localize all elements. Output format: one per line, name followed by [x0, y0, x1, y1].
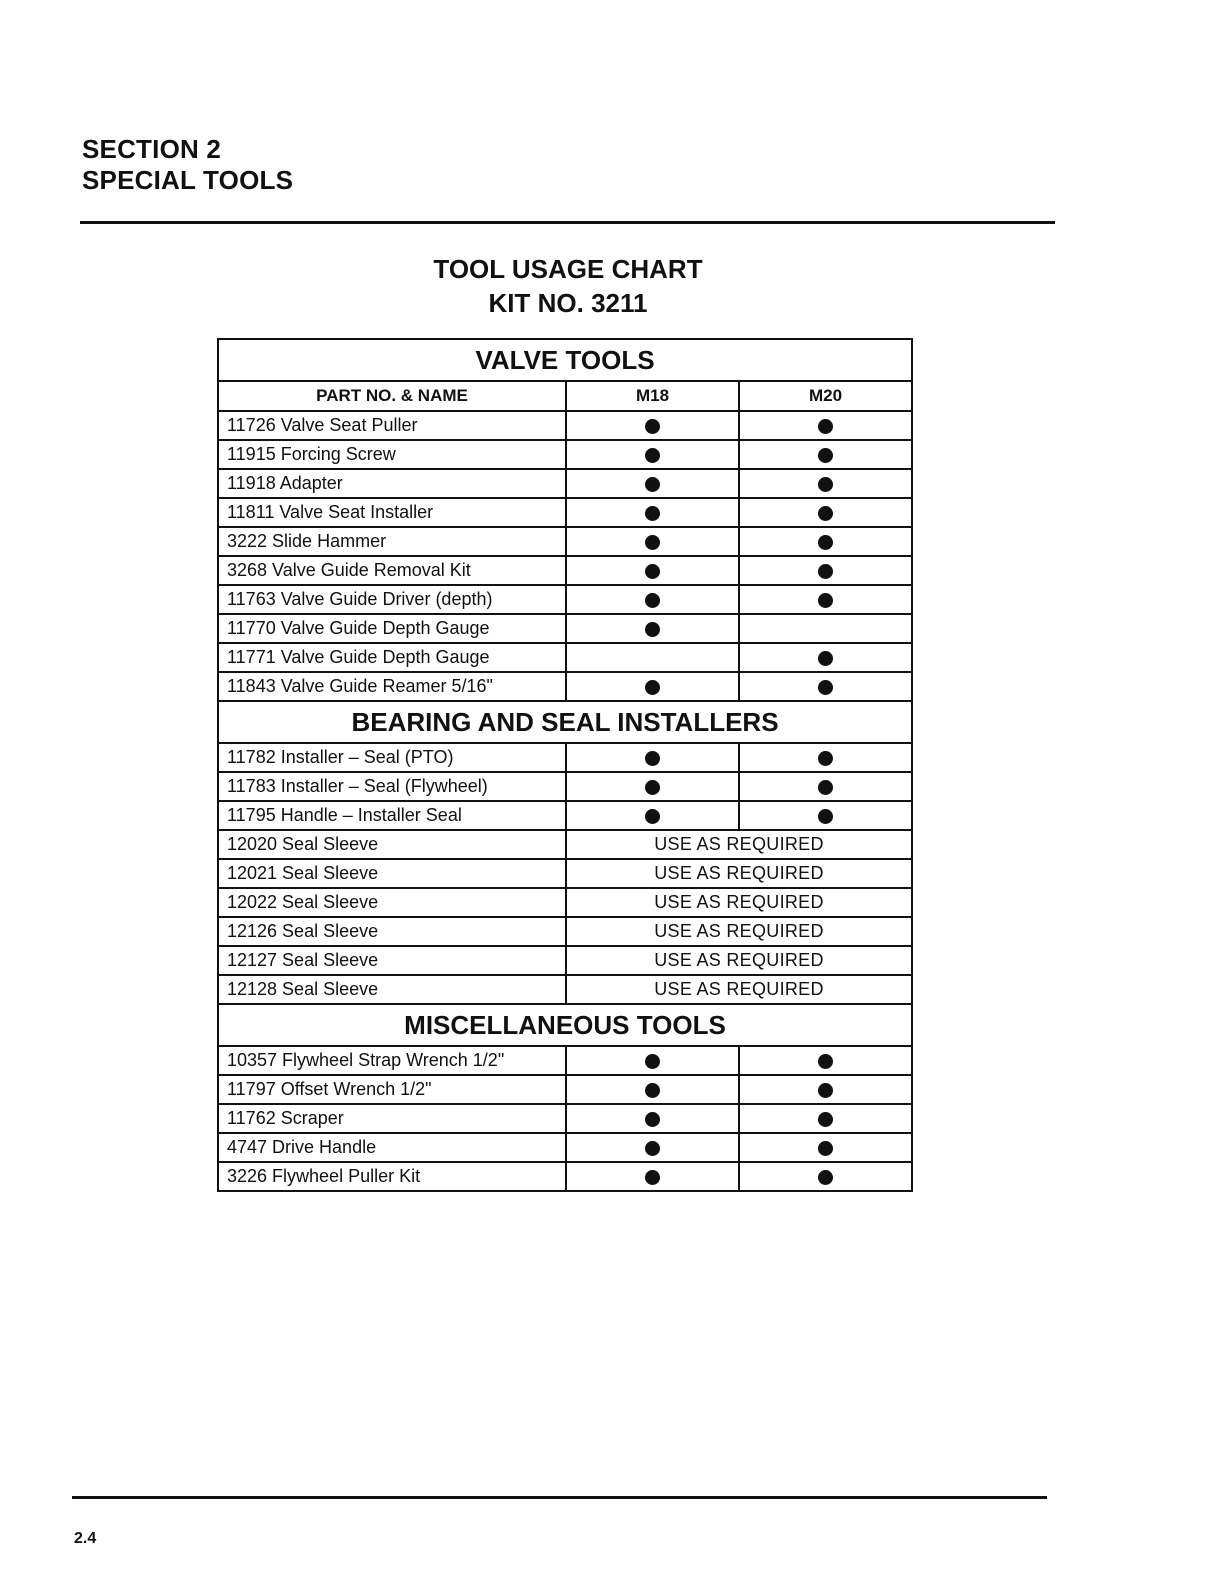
- m20-cell: [739, 772, 912, 801]
- table-row: [218, 527, 912, 556]
- bullet-dot-icon: [645, 622, 660, 637]
- bullet-dot-icon: [645, 593, 660, 608]
- bullet-dot-icon: [818, 651, 833, 666]
- section-header-row: [218, 339, 912, 381]
- section-title: SPECIAL TOOLS: [82, 165, 294, 195]
- part-name: 12021 Seal Sleeve: [218, 859, 566, 888]
- table-row: [218, 946, 912, 975]
- m18-cell: [566, 1162, 739, 1191]
- bullet-dot-icon: [818, 780, 833, 795]
- usage-note: USE AS REQUIRED: [566, 975, 912, 1004]
- m18-cell: [566, 1133, 739, 1162]
- bullet-dot-icon: [645, 506, 660, 521]
- m18-cell: [566, 585, 739, 614]
- m20-cell: [739, 440, 912, 469]
- m18-cell: [566, 801, 739, 830]
- table-row: [218, 440, 912, 469]
- bullet-dot-icon: [818, 448, 833, 463]
- part-name: 12020 Seal Sleeve: [218, 830, 566, 859]
- m20-cell: [739, 1162, 912, 1191]
- m20-cell: [739, 556, 912, 585]
- part-name: 3268 Valve Guide Removal Kit: [218, 556, 566, 585]
- table-row: [218, 772, 912, 801]
- bullet-dot-icon: [645, 419, 660, 434]
- table-row: [218, 614, 912, 643]
- table-row: [218, 411, 912, 440]
- m20-cell: [739, 672, 912, 701]
- table-row: [218, 672, 912, 701]
- bullet-dot-icon: [645, 477, 660, 492]
- m20-cell: [739, 1133, 912, 1162]
- part-name: 11771 Valve Guide Depth Gauge: [218, 643, 566, 672]
- table-row: [218, 830, 912, 859]
- bullet-dot-icon: [645, 1141, 660, 1156]
- table-row: [218, 888, 912, 917]
- m20-cell: [739, 469, 912, 498]
- m18-cell: [566, 498, 739, 527]
- m18-cell: [566, 1075, 739, 1104]
- tool-usage-table: [217, 338, 913, 1192]
- bullet-dot-icon: [645, 680, 660, 695]
- bullet-dot-icon: [818, 535, 833, 550]
- bullet-dot-icon: [818, 506, 833, 521]
- m20-cell: [739, 643, 912, 672]
- bullet-dot-icon: [818, 1083, 833, 1098]
- bullet-dot-icon: [818, 1054, 833, 1069]
- usage-note: USE AS REQUIRED: [566, 888, 912, 917]
- table-row: [218, 917, 912, 946]
- m20-cell: [739, 585, 912, 614]
- m20-cell: [739, 743, 912, 772]
- column-header-row: [218, 381, 912, 411]
- part-name: 11811 Valve Seat Installer: [218, 498, 566, 527]
- bullet-dot-icon: [818, 593, 833, 608]
- m20-cell: [739, 801, 912, 830]
- part-name: 11782 Installer – Seal (PTO): [218, 743, 566, 772]
- part-name: 3222 Slide Hammer: [218, 527, 566, 556]
- part-name: 11797 Offset Wrench 1/2": [218, 1075, 566, 1104]
- bottom-divider: [72, 1496, 1047, 1499]
- m18-cell: [566, 672, 739, 701]
- section-number: SECTION 2: [82, 134, 222, 164]
- bullet-dot-icon: [818, 680, 833, 695]
- chart-heading: [368, 252, 768, 320]
- part-name: 11783 Installer – Seal (Flywheel): [218, 772, 566, 801]
- bullet-dot-icon: [645, 1170, 660, 1185]
- part-name: 4747 Drive Handle: [218, 1133, 566, 1162]
- m18-cell: [566, 1046, 739, 1075]
- table-row: [218, 498, 912, 527]
- table-row: [218, 469, 912, 498]
- part-name: 12126 Seal Sleeve: [218, 917, 566, 946]
- m18-cell: [566, 469, 739, 498]
- m20-cell: [739, 411, 912, 440]
- section-header-row: [218, 1004, 912, 1046]
- part-name: 12127 Seal Sleeve: [218, 946, 566, 975]
- page-number: 2.4: [74, 1530, 97, 1547]
- m20-cell: [739, 1104, 912, 1133]
- bullet-dot-icon: [645, 535, 660, 550]
- m18-cell: [566, 614, 739, 643]
- m18-cell: [566, 1104, 739, 1133]
- part-name: 11795 Handle – Installer Seal: [218, 801, 566, 830]
- m18-cell: [566, 440, 739, 469]
- table-row: [218, 1133, 912, 1162]
- part-name: 12022 Seal Sleeve: [218, 888, 566, 917]
- table-row: [218, 859, 912, 888]
- m18-cell: [566, 411, 739, 440]
- m18-cell: [566, 643, 739, 672]
- bullet-dot-icon: [818, 1141, 833, 1156]
- bullet-dot-icon: [645, 780, 660, 795]
- tool-usage-table-body: [218, 339, 912, 1191]
- top-divider: [80, 221, 1055, 224]
- part-name: 11915 Forcing Screw: [218, 440, 566, 469]
- table-row: [218, 1075, 912, 1104]
- m18-cell: [566, 556, 739, 585]
- bullet-dot-icon: [818, 1112, 833, 1127]
- bullet-dot-icon: [645, 564, 660, 579]
- table-row: [218, 1104, 912, 1133]
- m20-cell: [739, 498, 912, 527]
- m18-cell: [566, 527, 739, 556]
- bullet-dot-icon: [818, 564, 833, 579]
- usage-note: USE AS REQUIRED: [566, 946, 912, 975]
- table-row: [218, 801, 912, 830]
- table-row: [218, 1162, 912, 1191]
- table-row: [218, 975, 912, 1004]
- section-title: BEARING AND SEAL INSTALLERS: [218, 701, 912, 743]
- part-name: 11843 Valve Guide Reamer 5/16": [218, 672, 566, 701]
- part-name: 3226 Flywheel Puller Kit: [218, 1162, 566, 1191]
- bullet-dot-icon: [818, 419, 833, 434]
- bullet-dot-icon: [645, 751, 660, 766]
- section-title: VALVE TOOLS: [218, 339, 912, 381]
- usage-note: USE AS REQUIRED: [566, 917, 912, 946]
- section-header-row: [218, 701, 912, 743]
- part-name: 11762 Scraper: [218, 1104, 566, 1133]
- table-row: [218, 643, 912, 672]
- table-row: [218, 585, 912, 614]
- m20-cell: [739, 527, 912, 556]
- part-name: 11726 Valve Seat Puller: [218, 411, 566, 440]
- column-header-m18: M18: [566, 381, 739, 411]
- bullet-dot-icon: [818, 477, 833, 492]
- part-name: 12128 Seal Sleeve: [218, 975, 566, 1004]
- kit-number: KIT NO. 3211: [488, 288, 648, 318]
- part-name: 11763 Valve Guide Driver (depth): [218, 585, 566, 614]
- section-heading: [82, 134, 293, 196]
- bullet-dot-icon: [818, 1170, 833, 1185]
- chart-title: TOOL USAGE CHART: [433, 254, 703, 284]
- column-header-m20: M20: [739, 381, 912, 411]
- bullet-dot-icon: [818, 809, 833, 824]
- section-title: MISCELLANEOUS TOOLS: [218, 1004, 912, 1046]
- bullet-dot-icon: [645, 448, 660, 463]
- table-row: [218, 743, 912, 772]
- bullet-dot-icon: [645, 809, 660, 824]
- part-name: 10357 Flywheel Strap Wrench 1/2": [218, 1046, 566, 1075]
- part-name: 11770 Valve Guide Depth Gauge: [218, 614, 566, 643]
- table-row: [218, 556, 912, 585]
- column-header-name: PART NO. & NAME: [218, 381, 566, 411]
- usage-note: USE AS REQUIRED: [566, 859, 912, 888]
- usage-note: USE AS REQUIRED: [566, 830, 912, 859]
- m20-cell: [739, 614, 912, 643]
- table-row: [218, 1046, 912, 1075]
- part-name: 11918 Adapter: [218, 469, 566, 498]
- m20-cell: [739, 1046, 912, 1075]
- m20-cell: [739, 1075, 912, 1104]
- m18-cell: [566, 772, 739, 801]
- bullet-dot-icon: [645, 1112, 660, 1127]
- bullet-dot-icon: [818, 751, 833, 766]
- bullet-dot-icon: [645, 1083, 660, 1098]
- bullet-dot-icon: [645, 1054, 660, 1069]
- m18-cell: [566, 743, 739, 772]
